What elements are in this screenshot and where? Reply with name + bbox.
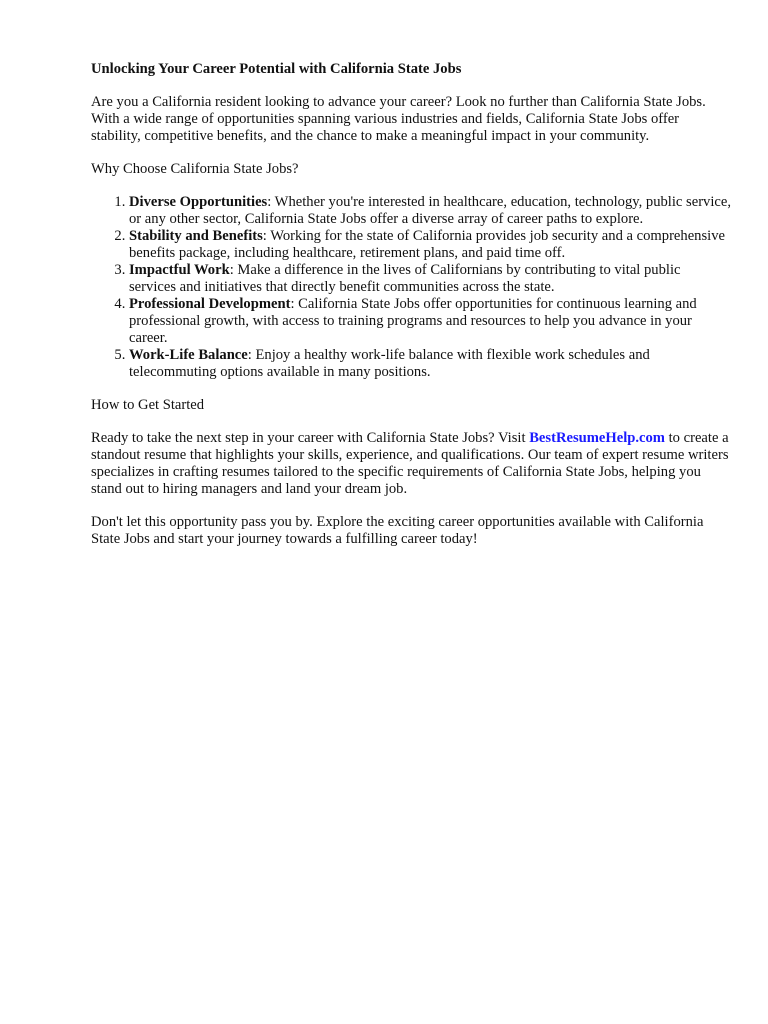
intro-paragraph: Are you a California resident looking to advance your career? Look no further than California State Jobs. With a wide range of opportunities spanning various industries and fields, California State Jobs offer stability, competitive benefits, and the chance to make a meaningful impact in your community.	[91, 94, 706, 144]
started-heading: How to Get Started	[91, 397, 205, 413]
cta-text-after: to create a standout resume that highlights your skills, experience, and qualifications. Our team of expert resume writers specializes in crafting resumes tailored to the specific requirements of California State Jobs, helping you stand out to hiring managers and land your dream job.	[91, 430, 729, 497]
list-item	[129, 262, 731, 296]
list-item-title: Diverse Opportunities	[129, 194, 268, 210]
list-item	[129, 347, 731, 381]
closing-paragraph: Don't let this opportunity pass you by. Explore the exciting career opportunities available with California State Jobs and start your journey towards a fulfilling career today!	[91, 514, 704, 547]
list-item-text: : Enjoy a healthy work-life balance with flexible work schedules and telecommuting options available in many positions.	[129, 347, 650, 380]
list-item	[129, 194, 731, 228]
list-item-title: Professional Development	[129, 296, 291, 312]
list-item-title: Stability and Benefits	[129, 228, 263, 244]
list-item-title: Work-Life Balance	[129, 347, 248, 363]
list-item-text: : Working for the state of California provides job security and a comprehensive benefits package, including healthcare, retirement plans, and paid time off.	[129, 228, 725, 261]
list-item-text: : California State Jobs offer opportunities for continuous learning and professional growth, with access to training programs and resources to help you advance in your career.	[129, 296, 697, 346]
list-item-title: Impactful Work	[129, 262, 230, 278]
cta-paragraph	[91, 430, 731, 498]
list-item	[129, 296, 731, 347]
document-page	[91, 61, 731, 564]
best-resume-help-link[interactable]: BestResumeHelp.com	[529, 430, 665, 446]
list-item	[129, 228, 731, 262]
list-item-text: : Make a difference in the lives of Californians by contributing to vital public services and initiatives that directly benefit communities across the state.	[129, 262, 681, 295]
document-title: Unlocking Your Career Potential with California State Jobs	[91, 61, 462, 77]
cta-text-before: Ready to take the next step in your career with California State Jobs? Visit	[91, 430, 530, 446]
why-heading: Why Choose California State Jobs?	[91, 161, 299, 177]
list-item-text: : Whether you're interested in healthcare, education, technology, public service, or any other sector, California State Jobs offer a diverse array of career paths to explore.	[129, 194, 732, 227]
benefits-list	[91, 194, 731, 381]
